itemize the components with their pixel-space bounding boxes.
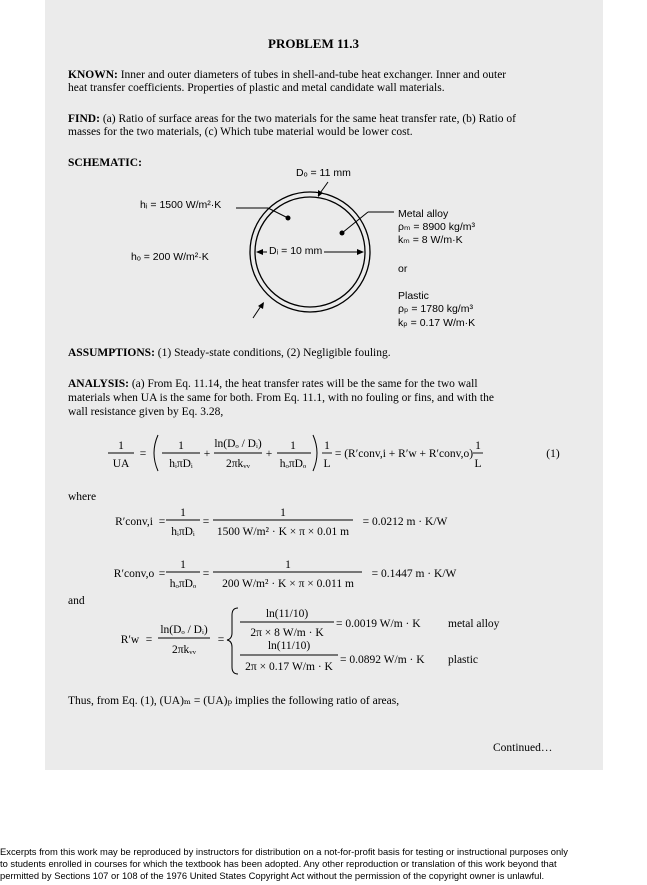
equation-1 bbox=[0, 425, 647, 485]
continued-text: Continued… bbox=[493, 742, 553, 754]
eq4-plastic-num: ln(11/10) bbox=[267, 640, 311, 652]
svg-text:=: = bbox=[145, 634, 153, 646]
and-text: and bbox=[68, 595, 85, 607]
eq1-f3-num: 1 bbox=[290, 440, 296, 452]
plastic-density: ρₚ = 1780 kg/m³ bbox=[398, 303, 473, 315]
eq4-metal-num: ln(11/10) bbox=[265, 608, 309, 620]
eq1-oneL-num: 1 bbox=[324, 440, 330, 452]
eq3-f2-num: 1 bbox=[285, 559, 291, 571]
inner-coefficient-label: hᵢ = 1500 W/m²·K bbox=[140, 199, 222, 211]
di-left-arrow-icon bbox=[256, 249, 263, 255]
find-text-2: masses for the two materials, (c) Which tube material would be lower cost. bbox=[68, 126, 413, 138]
eq4-f1-num: ln(Dₒ / Dᵢ) bbox=[160, 624, 208, 636]
outer-diameter-label: Dₒ = 11 mm bbox=[296, 167, 351, 179]
copyright-line-3: permitted by Sections 107 or 108 of the 1976 United States Copyright Act without the permission of the copyright owner is unlawful. bbox=[0, 870, 545, 881]
eq2-result: = 0.0212 m · K/W bbox=[362, 516, 448, 528]
eq4-metal-label: metal alloy bbox=[448, 618, 500, 630]
analysis-line-1 bbox=[68, 377, 478, 391]
metal-conductivity: kₘ = 8 W/m·K bbox=[398, 234, 463, 246]
di-right-arrow-icon bbox=[357, 249, 364, 255]
eq1-f2-den: 2πkᵥᵥ bbox=[225, 458, 251, 470]
schematic-label: SCHEMATIC: bbox=[68, 157, 142, 169]
eq1-number: (1) bbox=[546, 448, 560, 460]
eq4-plastic-label: plastic bbox=[448, 654, 479, 666]
eq1-f1-den: hᵢπDᵢ bbox=[169, 458, 193, 470]
outer-coefficient-label: hₒ = 200 W/m²·K bbox=[131, 251, 209, 263]
assumptions-label: ASSUMPTIONS: bbox=[68, 347, 155, 359]
wall-leader-diagonal bbox=[342, 212, 368, 233]
eq1-oneL-den: L bbox=[323, 458, 331, 470]
eq4-lhs: R′w bbox=[120, 634, 140, 646]
find-text-1: (a) Ratio of surface areas for the two materials for the same heat transfer rate, (b) Ratio of bbox=[102, 113, 517, 125]
eq2-f2-den: 1500 W/m² · K × π × 0.01 m bbox=[216, 526, 350, 538]
assumptions-line bbox=[68, 346, 391, 360]
copyright-notice bbox=[0, 846, 568, 882]
copyright-line-1: Excerpts from this work may be reproduced by instructors for distribution on a not-for-profit basis for testing or instructional purposes only bbox=[0, 846, 568, 857]
svg-text:=: = bbox=[202, 516, 210, 528]
find-label: FIND: bbox=[68, 113, 100, 125]
equation-rconv-o bbox=[0, 552, 647, 600]
eq1-f3-den: hₒπDₒ bbox=[279, 458, 307, 470]
eq3-result: = 0.1447 m · K/W bbox=[371, 568, 457, 580]
eq1-lhs-num: 1 bbox=[118, 440, 124, 452]
eq4-f1-den: 2πkᵥᵥ bbox=[171, 644, 197, 656]
analysis-label: ANALYSIS: bbox=[68, 378, 129, 390]
svg-text:=: = bbox=[139, 448, 147, 460]
eq3-f1-num: 1 bbox=[180, 559, 186, 571]
svg-text:=: = bbox=[158, 568, 166, 580]
outer-flow-arrow-icon bbox=[258, 302, 264, 309]
svg-text:=: = bbox=[217, 634, 225, 646]
svg-text:1: 1 bbox=[475, 440, 481, 452]
assumptions-text: (1) Steady-state conditions, (2) Negligible fouling. bbox=[157, 347, 391, 359]
or-label: or bbox=[398, 263, 408, 275]
eq4-metal-den: 2π × 8 W/m · K bbox=[250, 627, 324, 639]
svg-text:+: + bbox=[203, 448, 211, 460]
svg-text:L: L bbox=[474, 458, 482, 470]
eq4-plastic-result: = 0.0892 W/m · K bbox=[340, 654, 425, 666]
plastic-title: Plastic bbox=[398, 290, 429, 302]
page-title: PROBLEM 11.3 bbox=[268, 36, 360, 51]
svg-text:+: + bbox=[265, 448, 273, 460]
eq1-rhs: = (R′conv,i + R′w + R′conv,o) bbox=[334, 448, 474, 460]
eq1-lhs-den: UA bbox=[112, 458, 130, 470]
eq3-lhs: R′conv,o bbox=[113, 568, 155, 580]
eq2-f2-num: 1 bbox=[280, 507, 286, 519]
hi-point bbox=[286, 216, 291, 221]
inner-diameter-label: Dᵢ = 10 mm bbox=[269, 245, 323, 257]
eq2-lhs: R′conv,i bbox=[115, 516, 153, 528]
metal-density: ρₘ = 8900 kg/m³ bbox=[398, 221, 476, 233]
eq1-f1-num: 1 bbox=[178, 440, 184, 452]
thus-text: Thus, from Eq. (1), (UA)ₘ = (UA)ₚ implies the following ratio of areas, bbox=[68, 695, 400, 707]
do-arrow-icon bbox=[318, 190, 323, 197]
equation-rconv-i bbox=[0, 500, 647, 548]
known-text-1: Inner and outer diameters of tubes in shell-and-tube heat exchanger. Inner and outer bbox=[120, 69, 507, 81]
known-label: KNOWN: bbox=[68, 69, 118, 81]
copyright-line-2: to students enrolled in courses for which the textbook has been adopted. Any other reproduction or translation of this work beyond that bbox=[0, 858, 557, 869]
analysis-text-1: (a) From Eq. 11.14, the heat transfer rates will be the same for the two wall bbox=[131, 378, 478, 390]
eq3-f2-den: 200 W/m² · K × π × 0.011 m bbox=[222, 578, 354, 590]
equation-rw bbox=[0, 605, 647, 677]
svg-text:=: = bbox=[158, 516, 166, 528]
eq1-f2-num: ln(Dₒ / Dᵢ) bbox=[214, 438, 262, 450]
where-text: where bbox=[68, 491, 97, 503]
analysis-text-2: materials when UA is the same for both. From Eq. 11.1, with no fouling or fins, and with the bbox=[68, 392, 494, 404]
plastic-conductivity: kₚ = 0.17 W/m·K bbox=[398, 317, 476, 329]
eq2-f1-num: 1 bbox=[180, 507, 186, 519]
metal-alloy-title: Metal alloy bbox=[398, 208, 449, 220]
eq4-plastic-den: 2π × 0.17 W/m · K bbox=[245, 661, 333, 673]
svg-text:=: = bbox=[202, 568, 210, 580]
analysis-text-3: wall resistance given by Eq. 3.28, bbox=[68, 406, 224, 418]
eq2-f1-den: hᵢπDᵢ bbox=[171, 526, 195, 538]
known-text-2: heat transfer coefficients. Properties of plastic and metal candidate wall materials. bbox=[68, 82, 445, 94]
eq3-f1-den: hₒπDₒ bbox=[169, 578, 197, 590]
eq4-metal-result: = 0.0019 W/m · K bbox=[336, 618, 421, 630]
